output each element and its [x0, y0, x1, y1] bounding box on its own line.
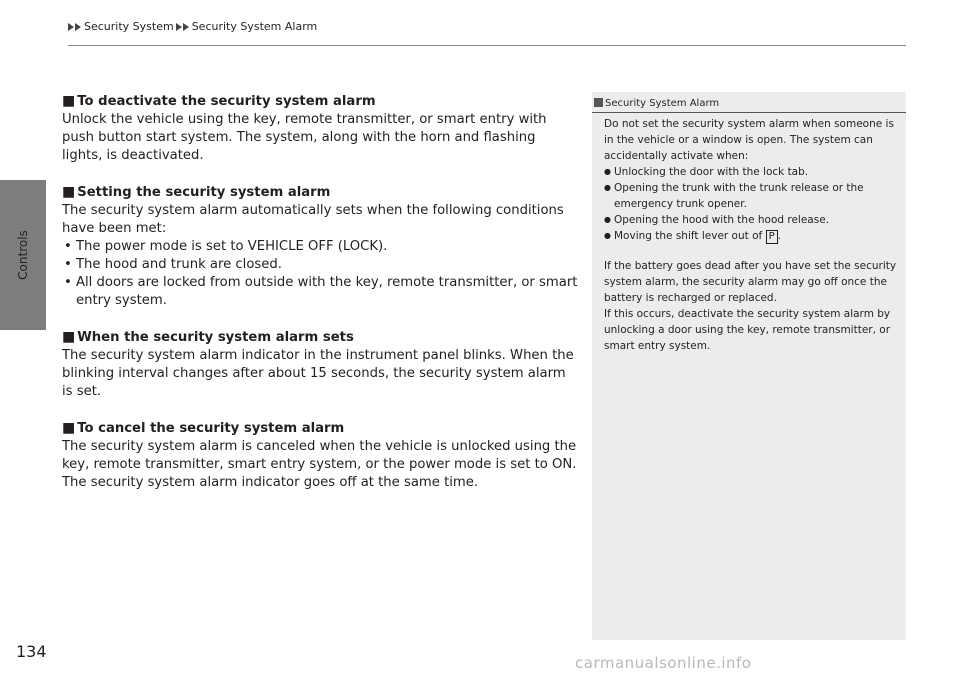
section-heading: ■ To cancel the security system alarm [62, 420, 345, 436]
section-body: The security system alarm indicator in the instrument panel blinks. When the blinking interval changes after about 15 seconds, the security system alarm is set. [62, 348, 574, 399]
section-body: The security system alarm is canceled when the vehicle is unlocked using the key, remote transmitter, smart entry system, or the power mode is set to ON. The security system alarm indicator goes off at the same time. [62, 439, 577, 490]
condition-list [62, 238, 578, 310]
sidebar-title: Security System Alarm [592, 96, 906, 113]
section [62, 92, 578, 165]
section-heading: ■ To deactivate the security system alarm [62, 93, 376, 109]
triangle-arrow-icon [75, 23, 81, 31]
list-item: • The hood and trunk are closed. [62, 256, 578, 274]
section-heading: ■ Setting the security system alarm [62, 184, 331, 200]
list-item: ● Unlocking the door with the lock tab. [604, 164, 902, 180]
sidebar-intro: Do not set the security system alarm when someone is in the vehicle or a window is open. The system can accidentally activate when: [604, 118, 894, 162]
chapter-tab-label-wrap [0, 180, 46, 330]
header-divider [68, 45, 906, 46]
page-number: 134 [16, 642, 47, 661]
triangle-arrow-icon [68, 23, 74, 31]
section [62, 328, 578, 401]
breadcrumb-item[interactable]: Security System [84, 20, 174, 33]
section [62, 419, 578, 492]
square-bullet-icon: ■ [62, 184, 76, 200]
list-item: ● Opening the trunk with the trunk release or the emergency trunk opener. [604, 180, 902, 212]
sidebar-body [604, 116, 902, 354]
triangle-arrow-icon [183, 23, 189, 31]
square-bullet-icon: ■ [62, 93, 76, 109]
sidebar-paragraph: If the battery goes dead after you have set the security system alarm, the security alarm may go off once the battery is recharged or replaced. [604, 260, 897, 304]
list-item: • The power mode is set to VEHICLE OFF (LOCK). [62, 238, 578, 256]
section-body: The security system alarm automatically sets when the following conditions have been met: [62, 203, 564, 236]
sidebar-note [592, 92, 906, 640]
list-item: • All doors are locked from outside with the key, remote transmitter, or smart entry system. [62, 274, 578, 310]
list-item: ● Opening the hood with the hood release. [604, 212, 902, 228]
square-bullet-icon: ■ [62, 329, 76, 345]
sidebar-paragraph: If this occurs, deactivate the security system alarm by unlocking a door using the key, remote transmitter, or smart entry system. [604, 308, 891, 352]
square-bullet-icon: ■ [62, 420, 76, 436]
triangle-arrow-icon [176, 23, 182, 31]
section-body: Unlock the vehicle using the key, remote transmitter, or smart entry with push button start system. The system, along with the horn and flashing lights, is deactivated. [62, 112, 547, 163]
list-item: ● Moving the shift lever out of P . [604, 228, 902, 244]
breadcrumb [68, 20, 317, 33]
section [62, 183, 578, 310]
reference-icon [594, 98, 603, 107]
breadcrumb-item[interactable]: Security System Alarm [191, 20, 318, 33]
section-heading: ■ When the security system alarm sets [62, 329, 354, 345]
gear-p-icon: P [766, 230, 778, 244]
chapter-tab-label: Controls [16, 230, 31, 280]
sidebar-list [604, 164, 902, 244]
watermark: carmanualsonline.info [575, 654, 752, 672]
main-content [62, 92, 578, 510]
